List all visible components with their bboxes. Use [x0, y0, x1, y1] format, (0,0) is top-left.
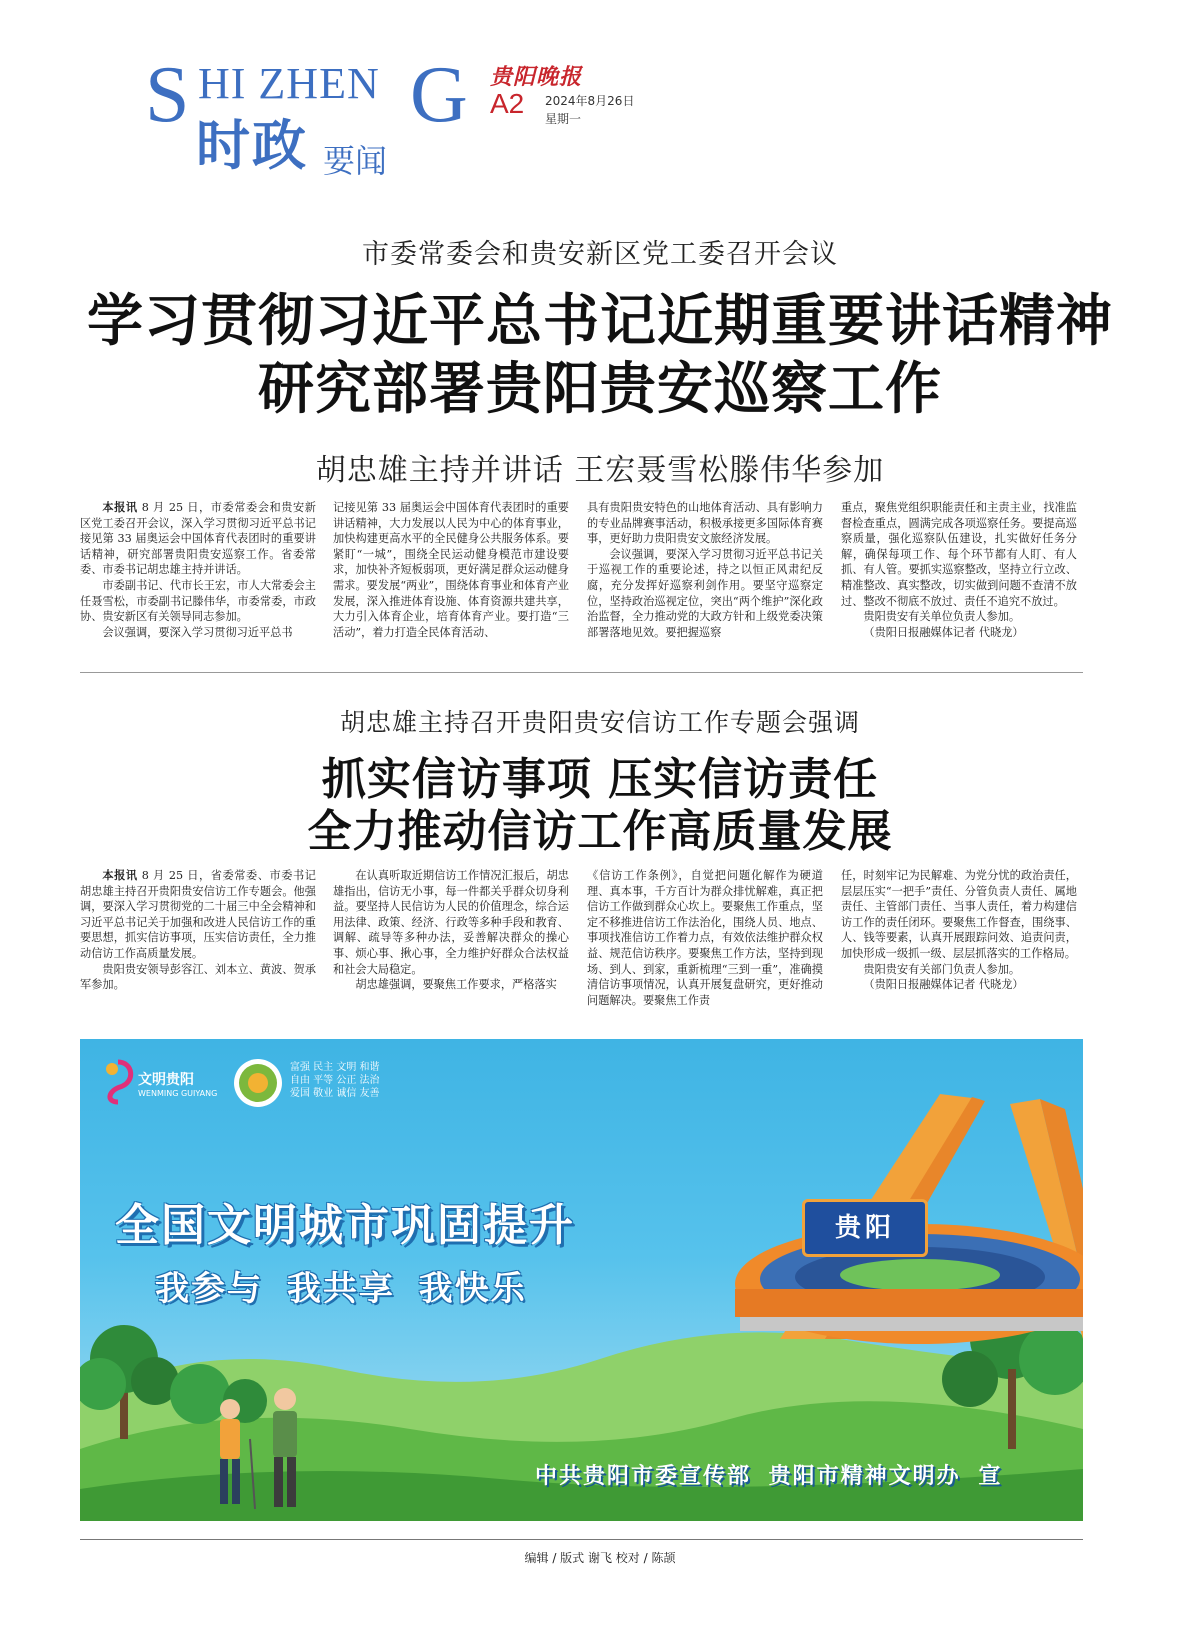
core-values-list [290, 1061, 450, 1113]
masthead-s-letter: S [145, 51, 190, 139]
banner-sponsor: 中共贵阳市委宣传部 贵阳市精神文明办 宣 [535, 1464, 1003, 1489]
core-values-row-3: 爱国 敬业 诚信 友善 [290, 1088, 380, 1099]
banner-title: 全国文明城市巩固提升 [115, 1200, 575, 1251]
article1-column-2 [333, 500, 569, 650]
article1-col4-p1: 重点，聚焦党组织职能责任和主责主业，找准监督检查重点，圆满完成各项巡察任务。要提高巡察质量，强化巡察队伍建设，扎实做好任务分解，确保每项工作、每个环节都有人盯、有人抓、有人管。要抓实巡察整改，坚持立行立改、精准整改、真实整改，切实做到问题不查清不放过、整改不彻底不放过、责任不追究不放过。 [841, 501, 1077, 608]
wenming-logo-subtext: WENMING GUIYANG [138, 1089, 218, 1098]
article1-byline: （贵阳日报融媒体记者 代晓龙） [863, 625, 1024, 639]
wenming-logo-text: 文明贵阳 [138, 1072, 194, 1088]
article2-kicker: 胡忠雄主持召开贵阳贵安信访工作专题会强调 [339, 708, 860, 737]
article1-column-1 [80, 500, 316, 650]
article2-col1-p1: 8 月 25 日，省委常委、市委书记胡忠雄主持召开贵阳贵安信访工作专题会。他强调，要深入学习贯彻党的二十届三中全会精神和习近平总书记关于加强和改进人民信访工作的重要思想，抓实信访事项，压实信访责任，全力推动信访工作高质量发展。 [80, 869, 316, 960]
article2-col1-p2: 贵阳贵安领导彭容江、刘本立、黄波、贺承军参加。 [80, 962, 316, 992]
banner-slogan: 我参与 我共享 我快乐 [155, 1269, 527, 1309]
article2-column-3 [587, 868, 823, 1013]
issue-date: 2024年8月26日 [545, 94, 635, 108]
article2-column-2 [333, 868, 569, 1013]
masthead-hi-zhen: HI ZHEN [198, 59, 380, 108]
article1-col1-p2: 市委副书记、代市长王宏，市人大常委会主任聂雪松，市委副书记滕伟华，市委常委，市政协、贵安新区有关领导同志参加。 [80, 578, 316, 624]
core-values-row-2: 自由 平等 公正 法治 [290, 1075, 380, 1086]
article2-column-4 [841, 868, 1077, 1013]
core-values-row-1: 富强 民主 文明 和谐 [290, 1062, 380, 1073]
section-divider [80, 672, 1083, 673]
article2-dateline: 本报讯 [102, 868, 138, 882]
article1-headline-line1: 学习贯彻习近平总书记近期重要讲话精神 [87, 289, 1113, 354]
article2-column-1 [80, 868, 316, 1013]
subsection-title: 要闻 [323, 142, 388, 180]
article2-headline-line2: 全力推动信访工作高质量发展 [307, 806, 893, 857]
article2-col4-p2: 贵阳贵安有关部门负责人参加。 [863, 962, 1021, 976]
article2-col2-p2: 胡忠雄强调，要聚焦工作要求，严格落实 [355, 978, 557, 992]
issue-weekday: 星期一 [545, 112, 582, 126]
article1-col3-p2: 会议强调，要深入学习贯彻习近平总书记关于巡视工作的重要论述，持之以恒正风肃纪反腐，充分发挥好巡察利剑作用。要坚守巡察定位，坚持政治巡视定位，突出“两个维护”深化政治监督，全力推动党的大政方针和上级党委决策部署落地见效。要把握巡察 [587, 547, 823, 639]
masthead-g-letter: G [410, 51, 468, 139]
section-title: 时政 [196, 114, 308, 177]
article1-col2-text: 记接见第 33 届奥运会中国体育代表团时的重要讲话精神，大力发展以人民为中心的体育事业，加快构建更高水平的全民健身公共服务体系。要紧盯“一城”，围绕全民运动健身模范市建设要求，加快补齐短板弱项，更好满足群众运动健身需求。要发展“两业”，围绕体育事业和体育产业发展，深入推进体育设施、体育资源共建共享，大力引入体育企业，培育体育产业。要打造“三活动”，着力打造全民体育活动、 [333, 501, 569, 639]
values-emblem-icon [232, 1057, 284, 1109]
article1-col4-p2: 贵阳贵安有关单位负责人参加。 [863, 610, 1021, 624]
article1-col1-p1: 8 月 25 日，市委常委会和贵安新区党工委召开会议，深入学习贯彻习近平总书记接见第 33 届奥运会中国体育代表团时的重要讲话精神，研究部署贵阳贵安巡察工作。省委常委、市委书记胡忠雄主持并讲话。 [80, 501, 316, 577]
newspaper-logo: 贵阳晚报 [490, 64, 583, 90]
wenming-logo-icon [98, 1057, 138, 1107]
civilization-banner-ad [80, 1039, 1083, 1521]
article1-subhead: 胡忠雄主持并讲话 王宏聂雪松滕伟华参加 [315, 453, 885, 488]
article1-kicker: 市委常委会和贵安新区党工委召开会议 [362, 239, 838, 270]
article2-headline-line1: 抓实信访事项 压实信访责任 [321, 754, 879, 805]
guiyang-sign: 贵阳 [802, 1199, 928, 1257]
article1-col1-p3: 会议强调，要深入学习贯彻习近平总书 [102, 625, 293, 639]
article1-column-4 [841, 500, 1077, 650]
article2-col4-p1: 任，时刻牢记为民解难、为党分忧的政治责任，层层压实“一把手”责任、分管负责人责任、属地责任、主管部门责任、当事人责任，着力构建信访工作的责任闭环。要聚焦工作督查，围绕事、人、钱等要素，认真开展跟踪问效、追责问责，加快形成一级抓一级、层层抓落实的工作格局。 [841, 869, 1077, 960]
article2-col2-p1: 在认真听取近期信访工作情况汇报后，胡忠雄指出，信访无小事，每一件都关乎群众切身利益。要坚持人民信访为人民的价值理念，综合运用法律、政策、经济、行政等多种手段和教育、调解、疏导等多种办法，妥善解决群众的操心事、烦心事、揪心事，全力维护好群众合法权益和社会大局稳定。 [333, 869, 569, 976]
footer-divider [80, 1539, 1083, 1540]
page-number: A2 [490, 88, 525, 119]
article2-byline: （贵阳日报融媒体记者 代晓龙） [863, 978, 1024, 992]
page-credits: 编辑 / 版式 谢飞 校对 / 陈颉 [524, 1551, 676, 1565]
article1-dateline: 本报讯 [102, 500, 138, 514]
article1-headline-line2: 研究部署贵阳贵安巡察工作 [258, 357, 942, 422]
article1-col3-p1: 具有贵阳贵安特色的山地体育活动、具有影响力的专业品牌赛事活动，积极承接更多国际体育赛事，更好助力贵阳贵安文旅经济发展。 [587, 501, 823, 546]
article1-column-3 [587, 500, 823, 650]
article2-col3-text: 《信访工作条例》，自觉把问题化解作为硬道理、真本事，千方百计为群众排忧解难，真正把信访工作做到群众心坎上。要聚焦工作重点，坚定不移推进信访工作法治化，围绕人员、地点、事项找准信访工作着力点，有效依法维护群众权益、规范信访秩序。要聚焦工作方法，坚持到现场、到人、到家，重新梳理“三到一重”，准确摸清信访事项情况，认真开展复盘研究，更好推动问题解决。要聚焦工作责 [587, 869, 823, 1007]
